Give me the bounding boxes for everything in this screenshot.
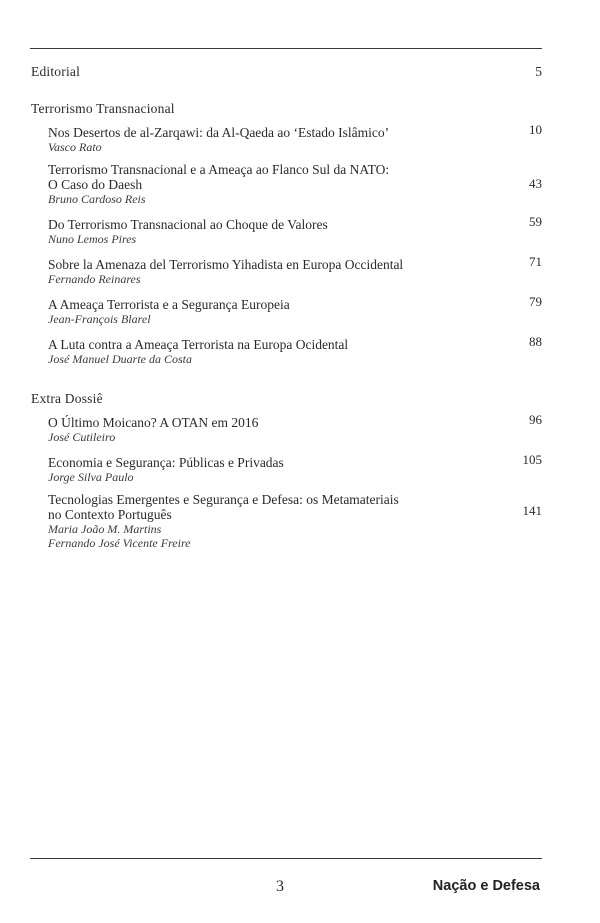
- entry-page: 71: [529, 254, 542, 269]
- entry-title: A Ameaça Terrorista e a Segurança Europeia: [48, 297, 290, 312]
- entry-page: 10: [529, 122, 542, 137]
- entry-author: Vasco Rato: [48, 140, 102, 154]
- entry-title-line: O Caso do Daesh: [48, 177, 143, 192]
- entry-title: Do Terrorismo Transnacional ao Choque de Valores: [48, 217, 328, 232]
- entry-author: Nuno Lemos Pires: [48, 232, 137, 246]
- editorial-title: Editorial: [31, 64, 81, 79]
- top-rule: [30, 48, 542, 49]
- section-heading-terrorismo: Terrorismo Transnacional: [31, 101, 175, 116]
- entry-title: A Luta contra a Ameaça Terrorista na Europa Ocidental: [48, 337, 349, 352]
- toc-entry[interactable]: [31, 162, 542, 206]
- toc-entry[interactable]: [31, 412, 542, 444]
- entry-page: 59: [529, 214, 542, 229]
- toc-entry[interactable]: [31, 122, 542, 154]
- entry-page: 96: [529, 412, 542, 427]
- entry-title-line: Tecnologias Emergentes e Segurança e Defesa: os Metamateriais: [48, 492, 399, 507]
- entry-title: Nos Desertos de al-Zarqawi: da Al-Qaeda ao ‘Estado Islâmico’: [48, 125, 390, 140]
- table-of-contents: [31, 64, 542, 550]
- entry-title: Sobre la Amenaza del Terrorismo Yihadista en Europa Occidental: [48, 257, 404, 272]
- entry-author: José Manuel Duarte da Costa: [48, 352, 192, 366]
- entry-title: O Último Moicano? A OTAN em 2016: [48, 415, 259, 430]
- toc-entry[interactable]: [31, 334, 542, 366]
- footer-page-number: 3: [276, 878, 284, 895]
- editorial-page: 5: [535, 64, 542, 79]
- entry-title-line: Terrorismo Transnacional e a Ameaça ao Flanco Sul da NATO:: [48, 162, 390, 177]
- toc-entry[interactable]: [31, 254, 542, 286]
- entry-title-line: no Contexto Português: [48, 507, 172, 522]
- toc-entry-editorial[interactable]: [31, 64, 542, 80]
- toc-entry[interactable]: [31, 294, 542, 326]
- entry-author: Fernando Reinares: [48, 272, 141, 286]
- entry-author: Fernando José Vicente Freire: [48, 536, 191, 550]
- entry-page: 43: [529, 176, 542, 191]
- entry-title: Economia e Segurança: Públicas e Privadas: [48, 455, 284, 470]
- section-heading-extra-dossie: Extra Dossiê: [31, 391, 103, 406]
- entry-author: Jorge Silva Paulo: [48, 470, 134, 484]
- entry-page: 141: [522, 503, 542, 518]
- entry-author: Bruno Cardoso Reis: [48, 192, 146, 206]
- toc-entry[interactable]: [31, 492, 542, 550]
- entry-author: José Cutileiro: [48, 430, 116, 444]
- entry-page: 105: [522, 452, 542, 467]
- entry-page: 88: [529, 334, 542, 349]
- entry-page: 79: [529, 294, 542, 309]
- entry-author: Maria João M. Martins: [48, 522, 162, 536]
- publication-name: Nação e Defesa: [432, 878, 540, 894]
- bottom-rule: [30, 858, 542, 859]
- toc-entry[interactable]: [31, 452, 542, 484]
- entry-author: Jean-François Blarel: [48, 312, 151, 326]
- toc-entry[interactable]: [31, 214, 542, 246]
